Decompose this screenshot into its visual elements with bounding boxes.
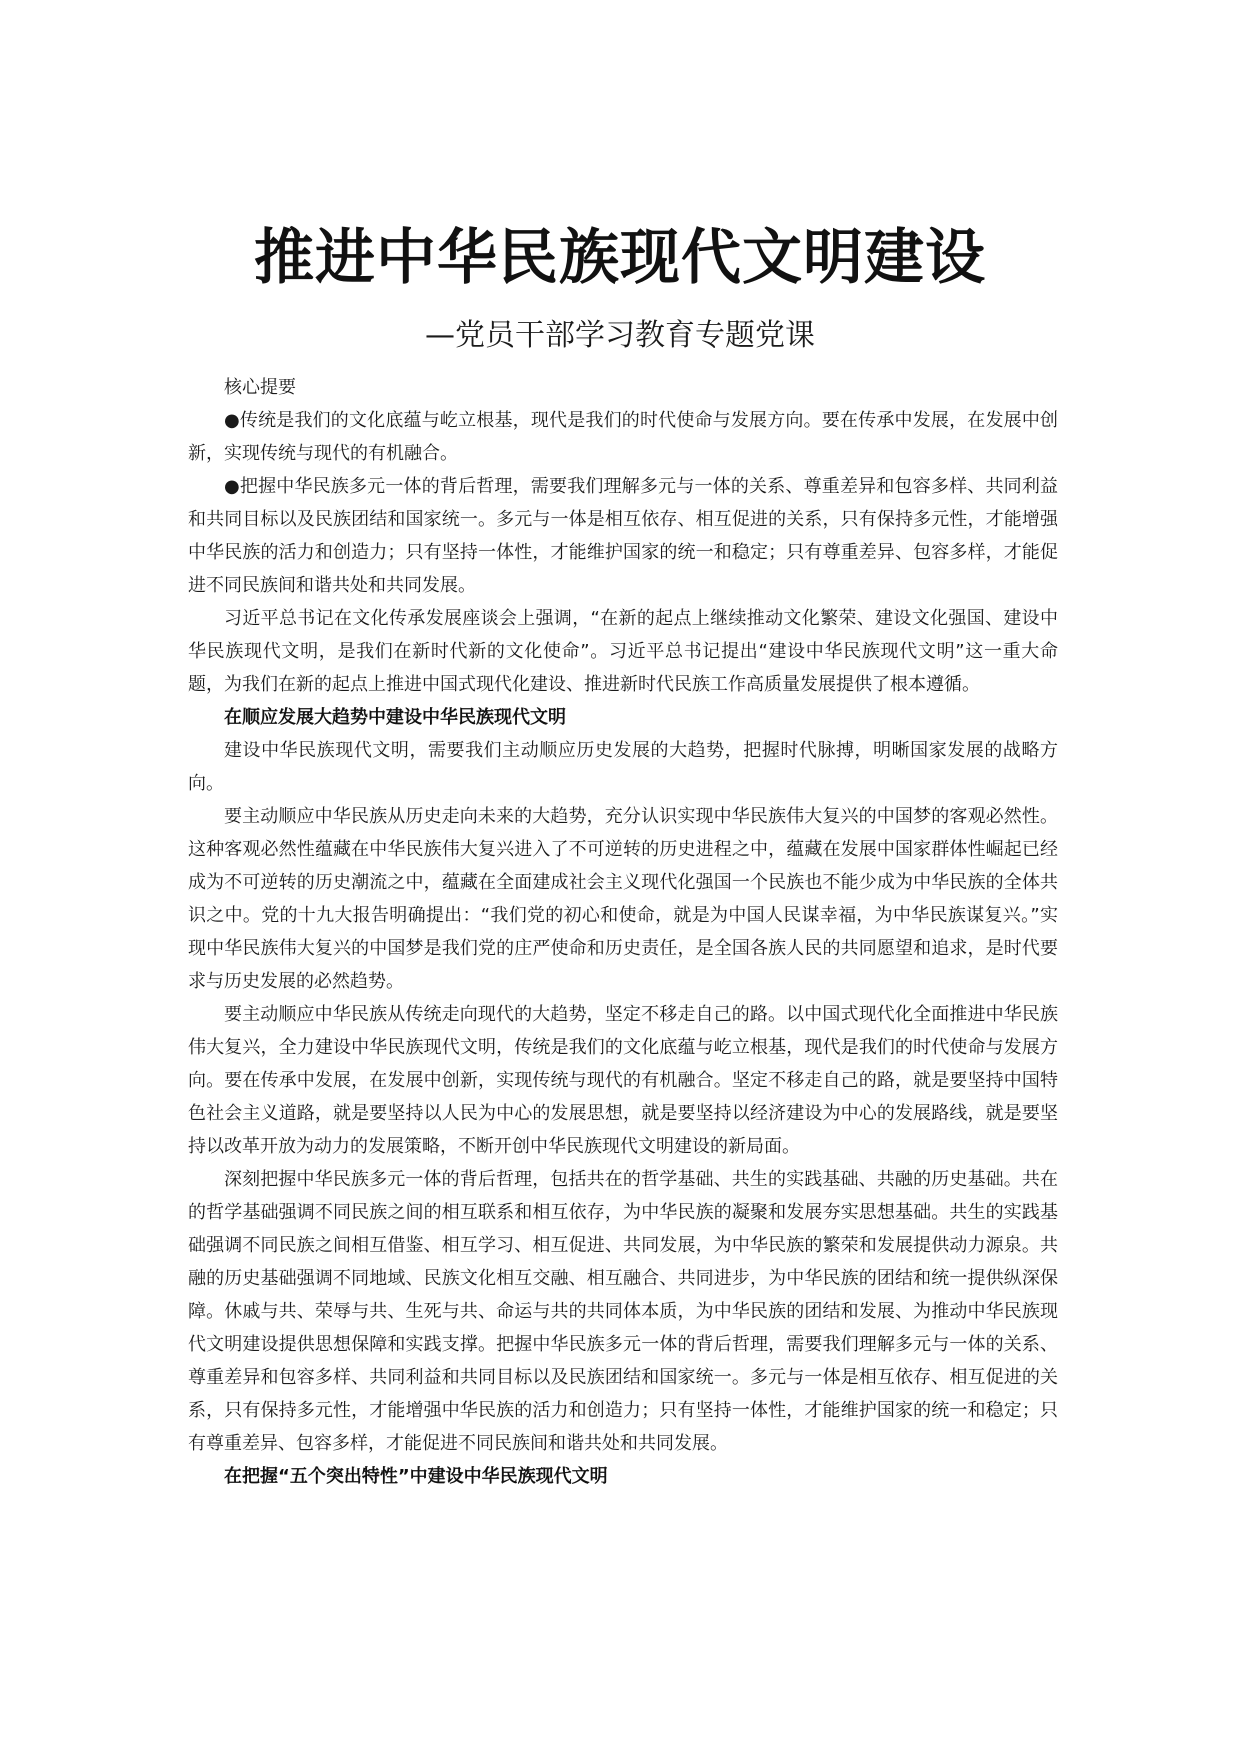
body-paragraph: 要主动顺应中华民族从传统走向现代的大趋势，坚定不移走自己的路。以中国式现代化全面推进中华民族伟大复兴，全力建设中华民族现代文明，传统是我们的文化底蕴与屹立根基，现代是我们的时代使命与发展方向。要在传承中发展，在发展中创新，实现传统与现代的有机融合。坚定不移走自己的路，就是要坚持中国特色社会主义道路，就是要坚持以人民为中心的发展思想，就是要坚持以经济建设为中心的发展路线，就是要坚持以改革开放为动力的发展策略，不断开创中华民族现代文明建设的新局面。 [188, 1004, 1058, 1157]
body-paragraph: 深刻把握中华民族多元一体的背后哲理，包括共在的哲学基础、共生的实践基础、共融的历史基础。共在的哲学基础强调不同民族之间的相互联系和相互依存，为中华民族的凝聚和发展夯实思想基础。共生的实践基础强调不同民族之间相互借鉴、相互学习、相互促进、共同发展，为中华民族的繁荣和发展提供动力源泉。共融的历史基础强调不同地域、民族文化相互交融、相互融合、共同进步，为中华民族的团结和统一提供纵深保障。休戚与共、荣辱与共、生死与共、命运与共的共同体本质，为中华民族的团结和发展、为推动中华民族现代文明建设提供思想保障和实践支撑。把握中华民族多元一体的背后哲理，需要我们理解多元与一体的关系、尊重差异和包容多样、共同利益和共同目标以及民族团结和国家统一。多元与一体是相互依存、相互促进的关系，只有保持多元性，才能增强中华民族的活力和创造力；只有坚持一体性，才能维护国家的统一和稳定；只有尊重差异、包容多样，才能促进不同民族间和谐共处和共同发展。 [188, 1169, 1058, 1454]
section-heading: 在顺应发展大趋势中建设中华民族现代文明 [224, 707, 566, 728]
document-body [188, 371, 1058, 1493]
body-paragraph: 习近平总书记在文化传承发展座谈会上强调，“在新的起点上继续推动文化繁荣、建设文化强国、建设中华民族现代文明，是我们在新时代新的文化使命”。习近平总书记提出“建设中华民族现代文明”这一重大命题，为我们在新的起点上推进中国式现代化建设、推进新时代民族工作高质量发展提供了根本遵循。 [188, 608, 1058, 695]
page-subtitle: —党员干部学习教育专题党课 [425, 318, 815, 353]
page-title: 推进中华民族现代文明建设 [254, 223, 986, 294]
section-heading: 在把握“五个突出特性”中建设中华民族现代文明 [224, 1466, 608, 1487]
body-paragraph: ●传统是我们的文化底蕴与屹立根基，现代是我们的时代使命与发展方向。要在传承中发展，在发展中创新，实现传统与现代的有机融合。 [188, 410, 1058, 464]
body-paragraph: 建设中华民族现代文明，需要我们主动顺应历史发展的大趋势，把握时代脉搏，明晰国家发展的战略方向。 [188, 740, 1058, 794]
body-paragraph: ●把握中华民族多元一体的背后哲理，需要我们理解多元与一体的关系、尊重差异和包容多样、共同利益和共同目标以及民族团结和国家统一。多元与一体是相互依存、相互促进的关系，只有保持多元性，才能增强中华民族的活力和创造力；只有坚持一体性，才能维护国家的统一和稳定；只有尊重差异、包容多样，才能促进不同民族间和谐共处和共同发展。 [188, 476, 1058, 596]
body-paragraph: 核心提要 [224, 377, 296, 398]
body-paragraph: 要主动顺应中华民族从历史走向未来的大趋势，充分认识实现中华民族伟大复兴的中国梦的客观必然性。这种客观必然性蕴藏在中华民族伟大复兴进入了不可逆转的历史进程之中，蕴藏在发展中国家群体性崛起已经成为不可逆转的历史潮流之中，蕴藏在全面建成社会主义现代化强国一个民族也不能少成为中华民族的全体共识之中。党的十九大报告明确提出：“我们党的初心和使命，就是为中国人民谋幸福，为中华民族谋复兴。”实现中华民族伟大复兴的中国梦是我们党的庄严使命和历史责任，是全国各族人民的共同愿望和追求，是时代要求与历史发展的必然趋势。 [188, 806, 1058, 992]
